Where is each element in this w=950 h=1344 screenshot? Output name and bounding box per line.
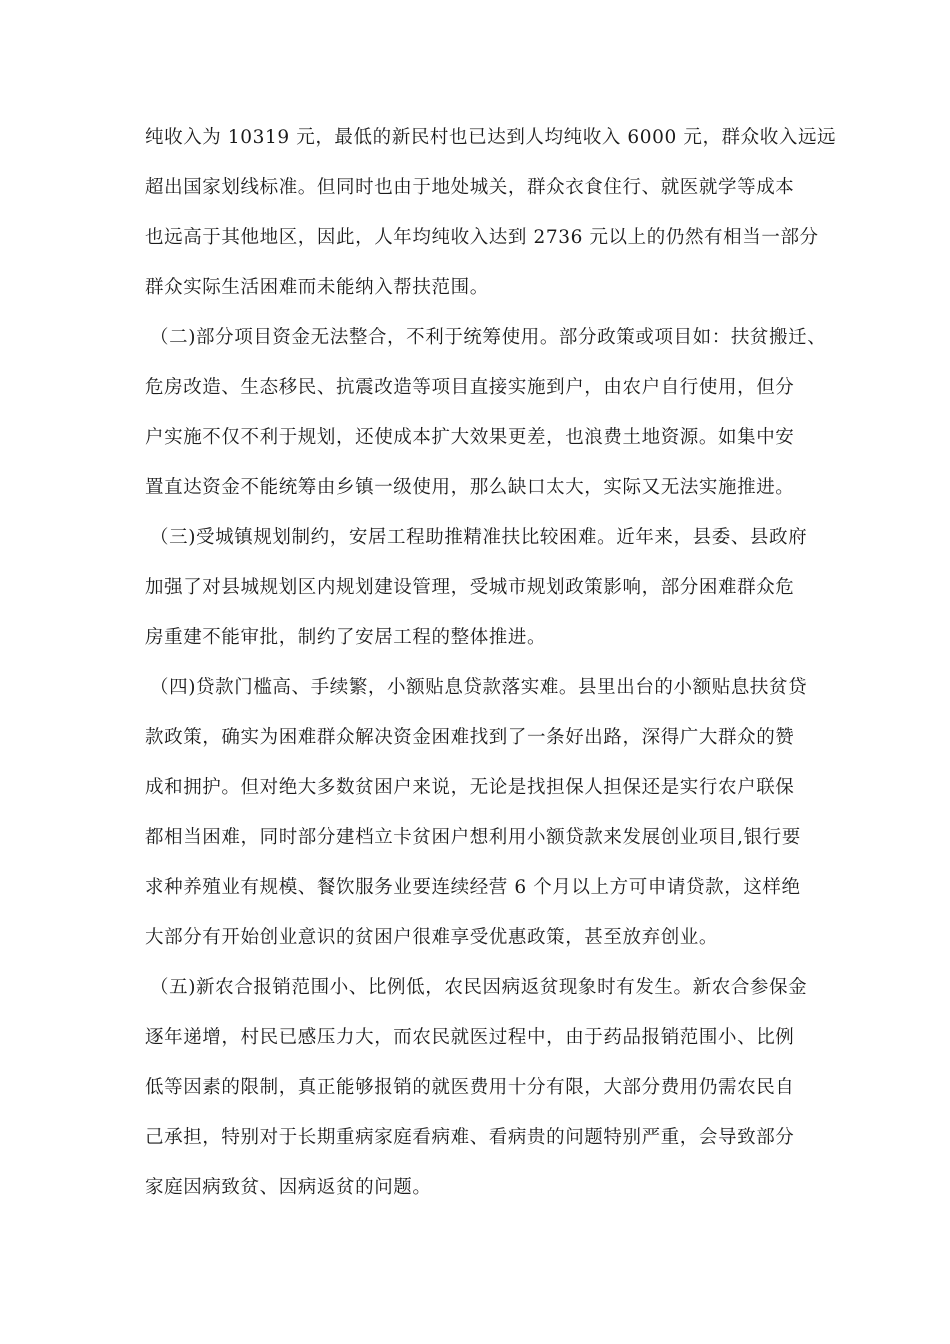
text-line: 都相当困难，同时部分建档立卡贫困户想利用小额贷款来发展创业项目,银行要: [145, 827, 801, 848]
paragraph-heading-line: （五)新农合报销范围小、比例低，农民因病返贫现象时有发生。新农合参保金: [150, 977, 808, 998]
text-line: 求种养殖业有规模、餐饮服务业要连续经营 6 个月以上方可申请贷款，这样绝: [145, 877, 801, 898]
text-line: 群众实际生活困难而未能纳入帮扶范围。: [145, 277, 489, 298]
text-line: 大部分有开始创业意识的贫困户很难享受优惠政策，甚至放弃创业。: [145, 927, 719, 948]
text-line: 超出国家划线标准。但同时也由于地处城关，群众衣食住行、就医就学等成本: [145, 177, 795, 198]
text-line: 危房改造、生态移民、抗震改造等项目直接实施到户，由农户自行使用，但分: [145, 377, 795, 398]
text-line: 款政策，确实为困难群众解决资金困难找到了一条好出路，深得广大群众的赞: [145, 727, 795, 748]
text-line: 加强了对县城规划区内规划建设管理，受城市规划政策影响，部分困难群众危: [145, 577, 795, 598]
text-line: 置直达资金不能统筹由乡镇一级使用，那么缺口太大，实际又无法实施推进。: [145, 477, 795, 498]
paragraph-heading-line: （三)受城镇规划制约，安居工程助推精准扶比较困难。近年来，县委、县政府: [150, 527, 808, 548]
text-line: 户实施不仅不利于规划，还使成本扩大效果更差，也浪费土地资源。如集中安: [145, 427, 795, 448]
text-line: 家庭因病致贫、因病返贫的问题。: [145, 1177, 432, 1198]
text-line: 成和拥护。但对绝大多数贫困户来说，无论是找担保人担保还是实行农户联保: [145, 777, 795, 798]
text-line: 低等因素的限制，真正能够报销的就医费用十分有限，大部分费用仍需农民自: [145, 1077, 795, 1098]
paragraph-heading-line: （二)部分项目资金无法整合，不利于统筹使用。部分政策或项目如：扶贫搬迁、: [150, 327, 827, 348]
text-line: 纯收入为 10319 元，最低的新民村也已达到人均纯收入 6000 元，群众收入远远: [145, 127, 837, 148]
text-line: 己承担，特别对于长期重病家庭看病难、看病贵的问题特别严重，会导致部分: [145, 1127, 795, 1148]
text-line: 逐年递增，村民已感压力大，而农民就医过程中，由于药品报销范围小、比例: [145, 1027, 795, 1048]
text-line: 房重建不能审批，制约了安居工程的整体推进。: [145, 627, 547, 648]
paragraph-heading-line: （四)贷款门槛高、手续繁，小额贴息贷款落实难。县里出台的小额贴息扶贫贷: [150, 677, 808, 698]
text-line: 也远高于其他地区，因此，人年均纯收入达到 2736 元以上的仍然有相当一部分: [145, 227, 819, 248]
